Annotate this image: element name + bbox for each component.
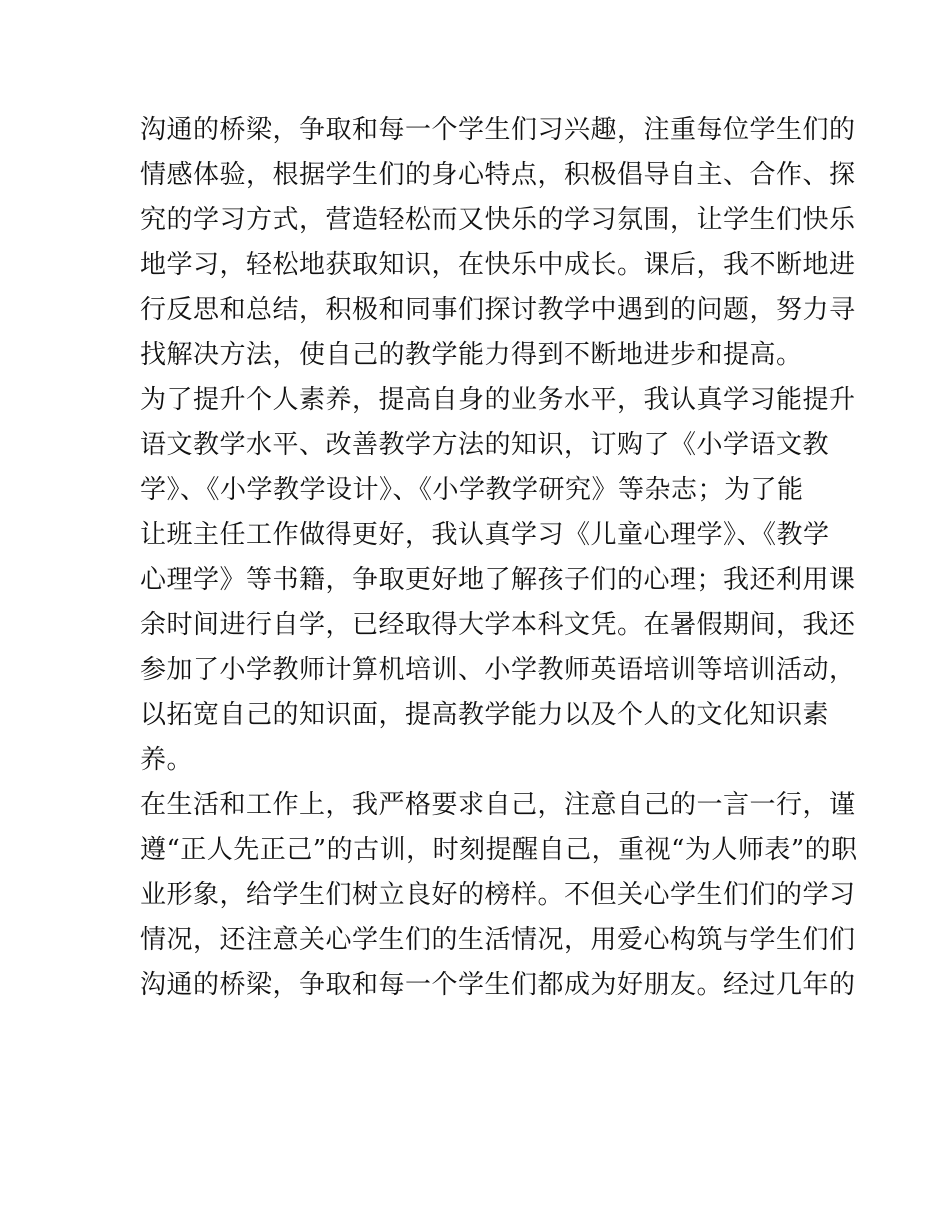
paragraph-3: [140, 783, 858, 1008]
text-line: 遵“正人先正己”的古训，时刻提醒自己，重视“为人师表”的职: [140, 835, 858, 865]
text-line: 学》、《小学教学设计》、《小学教学研究》等杂志；为了能: [140, 475, 804, 505]
paragraph-2: [140, 378, 856, 783]
text-line: 在生活和工作上，我严格要求自己，注意自己的一言一行，谨: [140, 790, 856, 820]
text-line: 情况，还注意关心学生们的生活情况，用爱心构筑与学生们们: [140, 925, 856, 955]
text-line: 余时间进行自学，已经取得大学本科文凭。在暑假期间，我还: [140, 610, 856, 640]
text-line: 参加了小学教师计算机培训、小学教师英语培训等培训活动，: [140, 655, 856, 685]
text-line: 让班主任工作做得更好，我认真学习《儿童心理学》、《教学: [140, 520, 830, 550]
text-line: 语文教学水平、改善教学方法的知识，订购了《小学语文教: [140, 430, 830, 460]
text-line: 沟通的桥梁，争取和每一个学生们都成为好朋友。经过几年的: [140, 970, 856, 1000]
text-line: 情感体验，根据学生们的身心特点，积极倡导自主、合作、探: [140, 160, 856, 190]
text-line: 为了提升个人素养，提高自身的业务水平，我认真学习能提升: [140, 385, 856, 415]
document-body: [140, 108, 858, 1008]
text-line: 业形象，给学生们树立良好的榜样。不但关心学生们们的学习: [140, 880, 856, 910]
text-line: 找解决方法，使自己的教学能力得到不断地进步和提高。: [140, 340, 803, 370]
text-line: 养。: [140, 745, 194, 775]
text-line: 以拓宽自己的知识面，提高教学能力以及个人的文化知识素: [140, 700, 830, 730]
paragraph-1: [140, 108, 856, 378]
text-line: 沟通的桥梁，争取和每一个学生们习兴趣，注重每位学生们的: [140, 115, 856, 145]
text-line: 心理学》等书籍，争取更好地了解孩子们的心理；我还利用课: [140, 565, 856, 595]
text-line: 地学习，轻松地获取知识，在快乐中成长。课后，我不断地进: [140, 250, 856, 280]
text-line: 究的学习方式，营造轻松而又快乐的学习氛围，让学生们快乐: [140, 205, 856, 235]
text-line: 行反思和总结，积极和同事们探讨教学中遇到的问题，努力寻: [140, 295, 856, 325]
